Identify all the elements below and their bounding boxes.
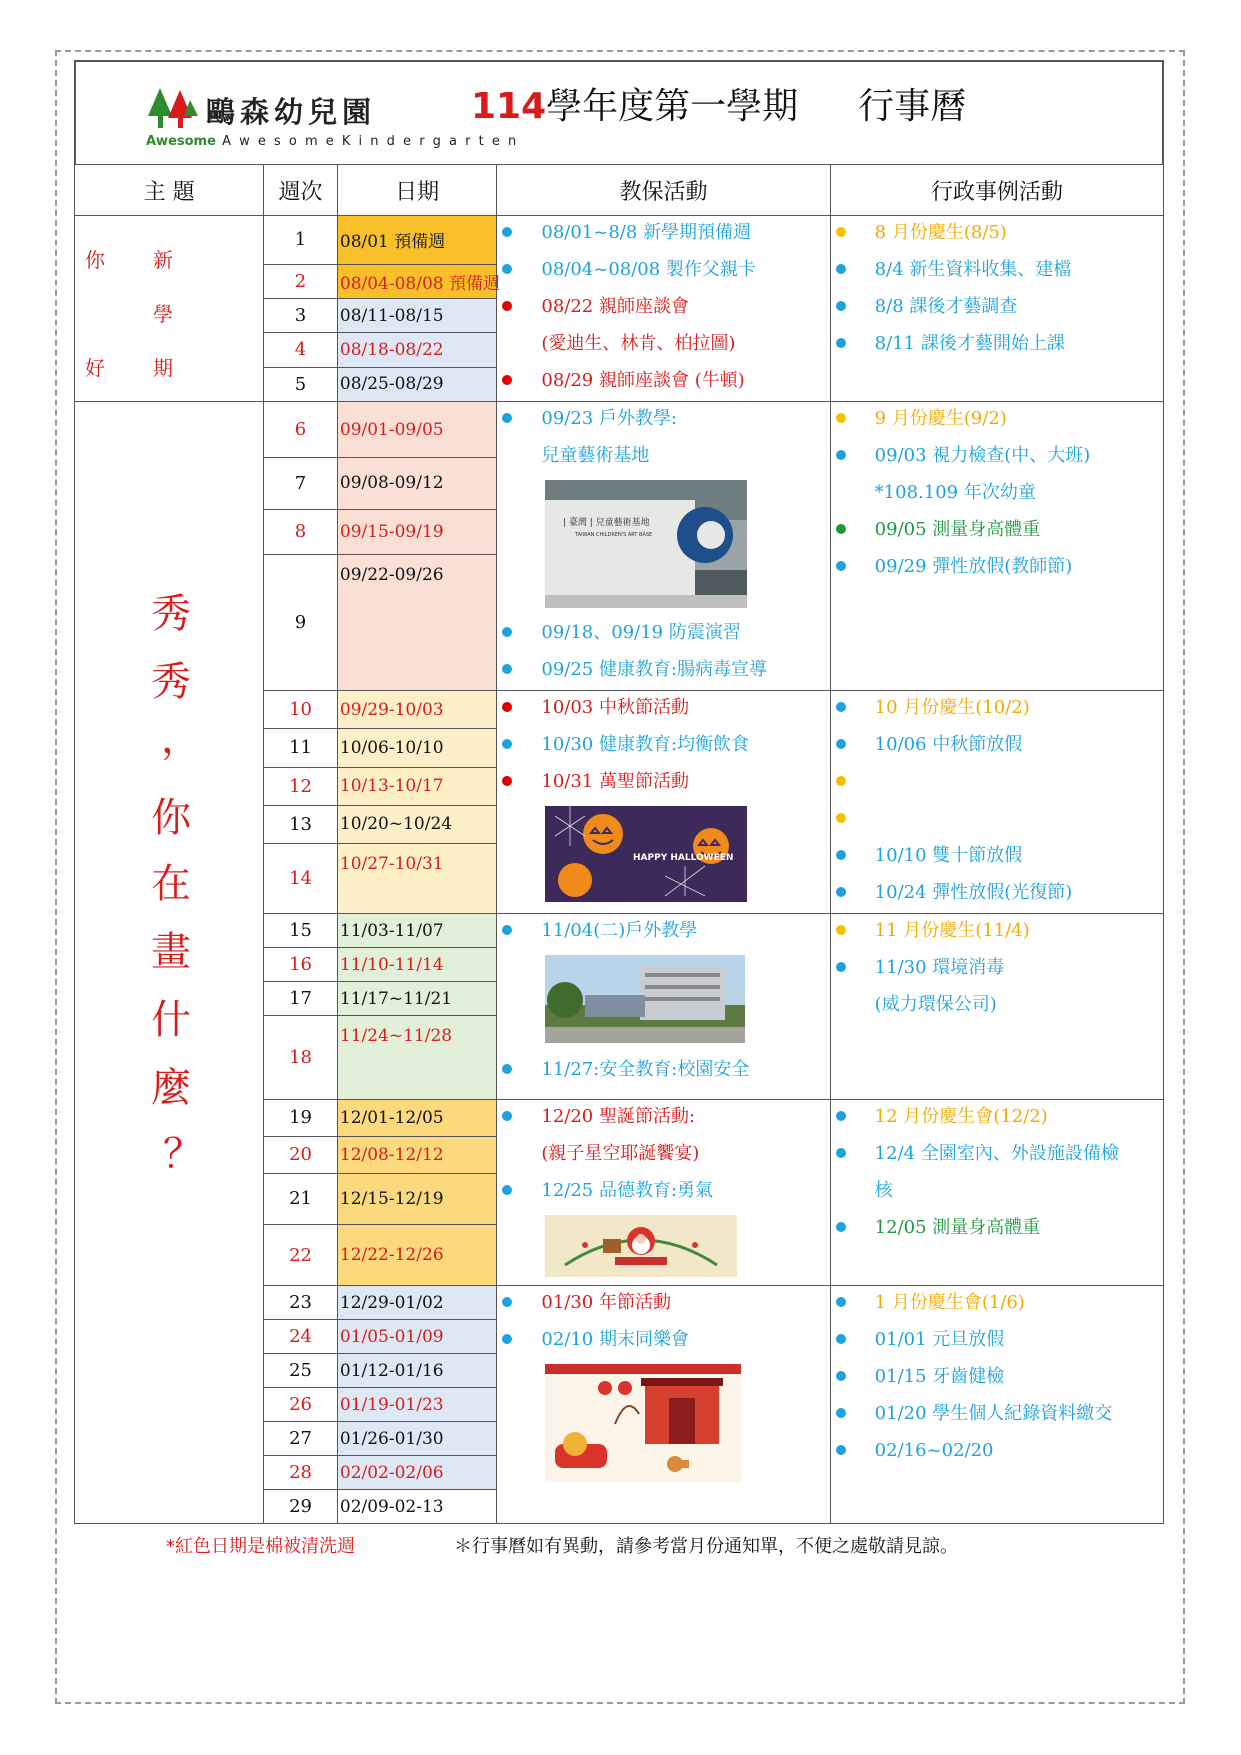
activity-item xyxy=(831,216,1163,253)
theme-cell-2 xyxy=(75,402,264,1524)
bullet-dot-icon xyxy=(502,1111,512,1121)
week-date: 09/22-09/26 xyxy=(337,555,497,691)
week-date: 12/15-12/19 xyxy=(337,1173,497,1225)
bullet-dot-icon xyxy=(836,702,846,712)
activity-item xyxy=(497,1137,829,1174)
header xyxy=(74,60,1164,164)
week-date: 10/27-10/31 xyxy=(337,844,497,914)
bullet-dot-icon xyxy=(502,1064,512,1074)
activity-item xyxy=(497,1053,829,1090)
bullet-dot-icon xyxy=(836,413,846,423)
bullet-dot-icon xyxy=(836,776,846,786)
activity-text: 1 月份慶生會(1/6) xyxy=(874,1292,1025,1313)
activity-item xyxy=(831,728,1163,765)
activity-item xyxy=(497,1174,829,1211)
title-semester: 學年度第一學期 xyxy=(546,86,799,127)
administration-activities xyxy=(830,402,1163,691)
week-number: 16 xyxy=(264,948,338,982)
col-week: 週次 xyxy=(264,165,338,216)
activity-item xyxy=(831,839,1163,876)
week-number: 29 xyxy=(264,1490,338,1524)
logo-english-name xyxy=(146,134,518,149)
week-date: 12/01-12/05 xyxy=(337,1100,497,1137)
week-date: 10/13-10/17 xyxy=(337,767,497,805)
administration-activities xyxy=(830,1286,1163,1524)
education-activities xyxy=(497,914,830,1100)
activity-text: 08/22 親師座談會 xyxy=(541,296,689,317)
week-number: 28 xyxy=(264,1456,338,1490)
week-number: 6 xyxy=(264,402,338,458)
activity-list xyxy=(497,402,829,476)
activity-item xyxy=(831,1211,1163,1248)
week-number: 19 xyxy=(264,1100,338,1137)
activity-item xyxy=(831,1323,1163,1360)
bullet-dot-icon xyxy=(836,1408,846,1418)
activity-text: 12/20 聖誕節活動: xyxy=(541,1106,696,1127)
activity-item xyxy=(831,290,1163,327)
calendar-table xyxy=(74,164,1164,1524)
activity-item xyxy=(497,439,829,476)
week-number: 7 xyxy=(264,458,338,510)
activity-item xyxy=(497,1286,829,1323)
week-date: 08/01 預備週 xyxy=(337,216,497,265)
education-activities xyxy=(497,1286,830,1524)
week-number: 20 xyxy=(264,1136,338,1173)
activity-list xyxy=(831,691,1163,913)
activity-text: 10/10 雙十節放假 xyxy=(874,845,1023,866)
week-number: 24 xyxy=(264,1320,338,1354)
bullet-dot-icon xyxy=(502,702,512,712)
week-date: 11/17~11/21 xyxy=(337,982,497,1016)
activity-text: 01/15 牙齒健檢 xyxy=(874,1366,1005,1387)
administration-activities xyxy=(830,216,1163,402)
table-row xyxy=(75,402,1164,458)
activity-item xyxy=(831,765,1163,802)
bullet-dot-icon xyxy=(502,739,512,749)
activity-text: 8 月份慶生(8/5) xyxy=(874,222,1007,243)
activity-item xyxy=(831,951,1163,988)
bullet-dot-icon xyxy=(836,450,846,460)
activity-item xyxy=(497,402,829,439)
week-number: 18 xyxy=(264,1016,338,1100)
photo-halloween xyxy=(545,806,829,906)
week-number: 26 xyxy=(264,1388,338,1422)
activity-text: 01/30 年節活動 xyxy=(541,1292,671,1313)
activity-text: 09/23 戶外教學: xyxy=(541,408,678,429)
table-row xyxy=(75,216,1164,265)
bullet-dot-icon xyxy=(836,962,846,972)
activity-item xyxy=(497,364,829,401)
activity-text: 11/04(二)戶外教學 xyxy=(541,920,698,941)
week-date: 11/03-11/07 xyxy=(337,914,497,948)
activity-text: 09/25 健康教育:腸病毒宣導 xyxy=(541,659,768,680)
activity-text: 12/4 全園室內、外設施設備檢 xyxy=(874,1143,1119,1164)
bullet-dot-icon xyxy=(836,561,846,571)
logo-english-text: A w e s o m e K i n d e r g a r t e n xyxy=(222,134,519,149)
activity-text: 11/27:安全教育:校園安全 xyxy=(541,1059,750,1080)
logo-tree-icon xyxy=(146,86,200,130)
activity-item xyxy=(831,802,1163,839)
bullet-dot-icon xyxy=(502,1334,512,1344)
activity-item xyxy=(831,1360,1163,1397)
activity-text: 08/01~8/8 新學期預備週 xyxy=(541,222,752,243)
bullet-dot-icon xyxy=(836,338,846,348)
bullet-dot-icon xyxy=(502,375,512,385)
activity-text: 9 月份慶生(9/2) xyxy=(874,408,1007,429)
activity-text: 10/06 中秋節放假 xyxy=(874,734,1023,755)
activity-text: 08/04~08/08 製作父親卡 xyxy=(541,259,756,280)
week-date: 11/10-11/14 xyxy=(337,948,497,982)
administration-activities xyxy=(830,1100,1163,1286)
activity-text: *108.109 年次幼童 xyxy=(874,482,1036,503)
activity-item xyxy=(497,216,829,253)
week-date: 01/12-01/16 xyxy=(337,1354,497,1388)
bullet-dot-icon xyxy=(836,850,846,860)
page-title xyxy=(471,78,966,129)
activity-text: 02/10 期末同樂會 xyxy=(541,1329,689,1350)
activity-text: 09/03 視力檢查(中、大班) xyxy=(874,445,1091,466)
bullet-dot-icon xyxy=(502,1297,512,1307)
theme-char: 你 xyxy=(85,248,105,272)
week-date: 08/11-08/15 xyxy=(337,298,497,332)
bullet-dot-icon xyxy=(836,1334,846,1344)
week-date: 01/26-01/30 xyxy=(337,1422,497,1456)
activity-text: (愛迪生、林肯、柏拉圖) xyxy=(541,333,736,354)
bullet-dot-icon xyxy=(502,776,512,786)
activity-list xyxy=(831,1100,1163,1248)
bullet-dot-icon xyxy=(836,1371,846,1381)
activity-item xyxy=(497,290,829,327)
col-theme: 主 題 xyxy=(75,165,264,216)
week-date: 01/05-01/09 xyxy=(337,1320,497,1354)
week-date: 12/22-12/26 xyxy=(337,1225,497,1286)
activity-text: 10 月份慶生(10/2) xyxy=(874,697,1030,718)
activity-text: 09/18、09/19 防震演習 xyxy=(541,622,741,643)
week-number: 2 xyxy=(264,264,338,298)
activity-item xyxy=(831,1434,1163,1471)
activity-list xyxy=(497,216,829,401)
week-date: 08/04-08/08 預備週 xyxy=(337,264,497,298)
activity-list xyxy=(831,216,1163,364)
week-date: 08/18-08/22 xyxy=(337,333,497,367)
activity-item xyxy=(497,1323,829,1360)
bullet-dot-icon xyxy=(836,1445,846,1455)
theme-char: 秀 xyxy=(151,659,191,705)
col-date: 日期 xyxy=(337,165,497,216)
title-calendar: 行事曆 xyxy=(858,86,967,127)
activity-item xyxy=(831,402,1163,439)
calendar-sheet xyxy=(74,60,1164,1564)
week-date: 01/19-01/23 xyxy=(337,1388,497,1422)
bullet-dot-icon xyxy=(836,524,846,534)
education-activities xyxy=(497,216,830,402)
bullet-dot-icon xyxy=(836,301,846,311)
activity-item xyxy=(831,476,1163,513)
activity-text: 01/20 學生個人紀錄資料繳交 xyxy=(874,1403,1113,1424)
activity-item xyxy=(831,1286,1163,1323)
bullet-dot-icon xyxy=(836,264,846,274)
week-number: 3 xyxy=(264,298,338,332)
activity-text: 02/16~02/20 xyxy=(874,1440,994,1461)
activity-item xyxy=(831,513,1163,550)
education-activities xyxy=(497,691,830,914)
activity-text: 兒童藝術基地 xyxy=(541,445,650,466)
logo-english-prefix: Awesome xyxy=(146,134,216,149)
activity-text: 8/8 課後才藝調查 xyxy=(874,296,1018,317)
activity-item xyxy=(497,1100,829,1137)
activity-item xyxy=(831,439,1163,476)
week-date: 10/20~10/24 xyxy=(337,805,497,843)
week-date: 12/08-12/12 xyxy=(337,1136,497,1173)
theme-char: 學 xyxy=(153,302,173,326)
col-administration: 行政事例活動 xyxy=(830,165,1163,216)
week-number: 17 xyxy=(264,982,338,1016)
theme-char: 秀 xyxy=(151,591,191,637)
art-base-sign-en: TAIWAN CHILDREN'S ART BASE xyxy=(575,532,653,538)
bullet-dot-icon xyxy=(836,925,846,935)
bullet-dot-icon xyxy=(836,1148,846,1158)
footer-note-changes: ＊行事曆如有異動，請參考當月份通知單，不便之處敬請見諒。 xyxy=(454,1536,958,1557)
activity-list xyxy=(497,914,829,951)
bullet-dot-icon xyxy=(836,813,846,823)
table-header-row xyxy=(75,165,1164,216)
activity-item xyxy=(497,616,829,653)
administration-activities xyxy=(830,691,1163,914)
activity-list xyxy=(497,1286,829,1360)
activity-list xyxy=(831,402,1163,587)
activity-item xyxy=(831,1174,1163,1211)
theme-cell-1 xyxy=(75,216,264,402)
photo-christmas xyxy=(545,1215,829,1281)
week-number: 22 xyxy=(264,1225,338,1286)
week-date: 09/29-10/03 xyxy=(337,691,497,729)
bullet-dot-icon xyxy=(836,739,846,749)
theme-char: 好 xyxy=(85,356,105,380)
week-number: 27 xyxy=(264,1422,338,1456)
activity-text: 12/25 品德教育:勇氣 xyxy=(541,1180,714,1201)
activity-item xyxy=(831,550,1163,587)
activity-text: 12/05 測量身高體重 xyxy=(874,1217,1041,1238)
bullet-dot-icon xyxy=(836,1222,846,1232)
activity-text: 01/01 元旦放假 xyxy=(874,1329,1005,1350)
art-base-sign: | 臺灣 | 兒童藝術基地 xyxy=(563,518,651,528)
theme-char: 新 xyxy=(153,248,173,272)
week-number: 5 xyxy=(264,367,338,401)
activity-item xyxy=(497,691,829,728)
week-date: 11/24~11/28 xyxy=(337,1016,497,1100)
activity-item xyxy=(831,988,1163,1025)
bullet-dot-icon xyxy=(502,664,512,674)
activity-list xyxy=(497,616,829,690)
activity-text: 11 月份慶生(11/4) xyxy=(874,920,1030,941)
theme-char: ， xyxy=(161,716,201,762)
footer-note-red-dates: *紅色日期是棉被清洗週 xyxy=(166,1536,355,1557)
bullet-dot-icon xyxy=(502,1185,512,1195)
activity-list xyxy=(497,691,829,802)
education-activities xyxy=(497,402,830,691)
week-number: 13 xyxy=(264,805,338,843)
week-number: 12 xyxy=(264,767,338,805)
activity-text: 09/05 測量身高體重 xyxy=(874,519,1041,540)
activity-text: 10/03 中秋節活動 xyxy=(541,697,689,718)
week-number: 14 xyxy=(264,844,338,914)
theme-char: ？ xyxy=(163,1131,203,1177)
activity-item xyxy=(831,253,1163,290)
theme-char: 你 xyxy=(151,795,191,841)
activity-text: 12 月份慶生會(12/2) xyxy=(874,1106,1048,1127)
week-number: 10 xyxy=(264,691,338,729)
photo-outdoor-building xyxy=(545,955,829,1047)
activity-list xyxy=(497,1053,829,1090)
activity-text: 11/30 環境消毒 xyxy=(874,957,1005,978)
week-number: 21 xyxy=(264,1173,338,1225)
logo-chinese-name: 鷗森幼兒園 xyxy=(206,95,377,129)
week-date: 09/01-09/05 xyxy=(337,402,497,458)
theme-char: 在 xyxy=(151,861,191,907)
activity-item xyxy=(497,327,829,364)
photo-art-base xyxy=(545,480,829,612)
bullet-dot-icon xyxy=(502,413,512,423)
halloween-text: HAPPY HALLOWEEN xyxy=(633,853,734,863)
bullet-dot-icon xyxy=(502,925,512,935)
week-date: 12/29-01/02 xyxy=(337,1286,497,1320)
week-number: 9 xyxy=(264,555,338,691)
activity-list xyxy=(831,1286,1163,1471)
activity-text: (親子星空耶誕饗宴) xyxy=(541,1143,700,1164)
bullet-dot-icon xyxy=(836,887,846,897)
activity-item xyxy=(831,327,1163,364)
activity-item xyxy=(497,653,829,690)
week-number: 1 xyxy=(264,216,338,265)
activity-text: 核 xyxy=(874,1180,893,1201)
week-number: 25 xyxy=(264,1354,338,1388)
bullet-dot-icon xyxy=(836,1111,846,1121)
week-date: 09/15-09/19 xyxy=(337,509,497,554)
theme-char: 期 xyxy=(153,356,173,380)
activity-item xyxy=(497,765,829,802)
week-number: 23 xyxy=(264,1286,338,1320)
activity-item xyxy=(497,728,829,765)
activity-text: 08/29 親師座談會 (牛頓) xyxy=(541,370,745,391)
week-date: 08/25-08/29 xyxy=(337,367,497,401)
activity-item xyxy=(497,914,829,951)
activity-text: 10/24 彈性放假(光復節) xyxy=(874,882,1073,903)
activity-text: 10/31 萬聖節活動 xyxy=(541,771,689,792)
week-date: 10/06-10/10 xyxy=(337,729,497,767)
theme-char: 什 xyxy=(151,997,191,1043)
activity-text: 09/29 彈性放假(教師節) xyxy=(874,556,1073,577)
theme-char: 麼 xyxy=(151,1065,191,1111)
activity-list xyxy=(831,914,1163,1025)
bullet-dot-icon xyxy=(502,264,512,274)
photo-new-year xyxy=(545,1364,829,1486)
activity-item xyxy=(831,914,1163,951)
week-date: 02/09-02-13 xyxy=(337,1490,497,1524)
week-number: 8 xyxy=(264,509,338,554)
bullet-dot-icon xyxy=(502,227,512,237)
bullet-dot-icon xyxy=(502,627,512,637)
administration-activities xyxy=(830,914,1163,1100)
col-education: 教保活動 xyxy=(497,165,830,216)
theme-char: 畫 xyxy=(151,929,191,975)
activity-item xyxy=(831,1100,1163,1137)
bullet-dot-icon xyxy=(836,227,846,237)
week-number: 4 xyxy=(264,333,338,367)
week-date: 02/02-02/06 xyxy=(337,1456,497,1490)
activity-item xyxy=(831,691,1163,728)
title-year: 114 xyxy=(471,86,547,127)
week-date: 09/08-09/12 xyxy=(337,458,497,510)
education-activities xyxy=(497,1100,830,1286)
activity-text: 10/30 健康教育:均衡飲食 xyxy=(541,734,750,755)
footer xyxy=(74,1524,1164,1564)
activity-item xyxy=(831,1397,1163,1434)
week-number: 11 xyxy=(264,729,338,767)
activity-text: 8/11 課後才藝開始上課 xyxy=(874,333,1065,354)
bullet-dot-icon xyxy=(502,301,512,311)
bullet-dot-icon xyxy=(836,1297,846,1307)
activity-list xyxy=(497,1100,829,1211)
week-number: 15 xyxy=(264,914,338,948)
activity-text: (威力環保公司) xyxy=(874,994,997,1015)
activity-item xyxy=(831,1137,1163,1174)
activity-item xyxy=(831,876,1163,913)
activity-item xyxy=(497,253,829,290)
activity-text: 8/4 新生資料收集、建檔 xyxy=(874,259,1072,280)
